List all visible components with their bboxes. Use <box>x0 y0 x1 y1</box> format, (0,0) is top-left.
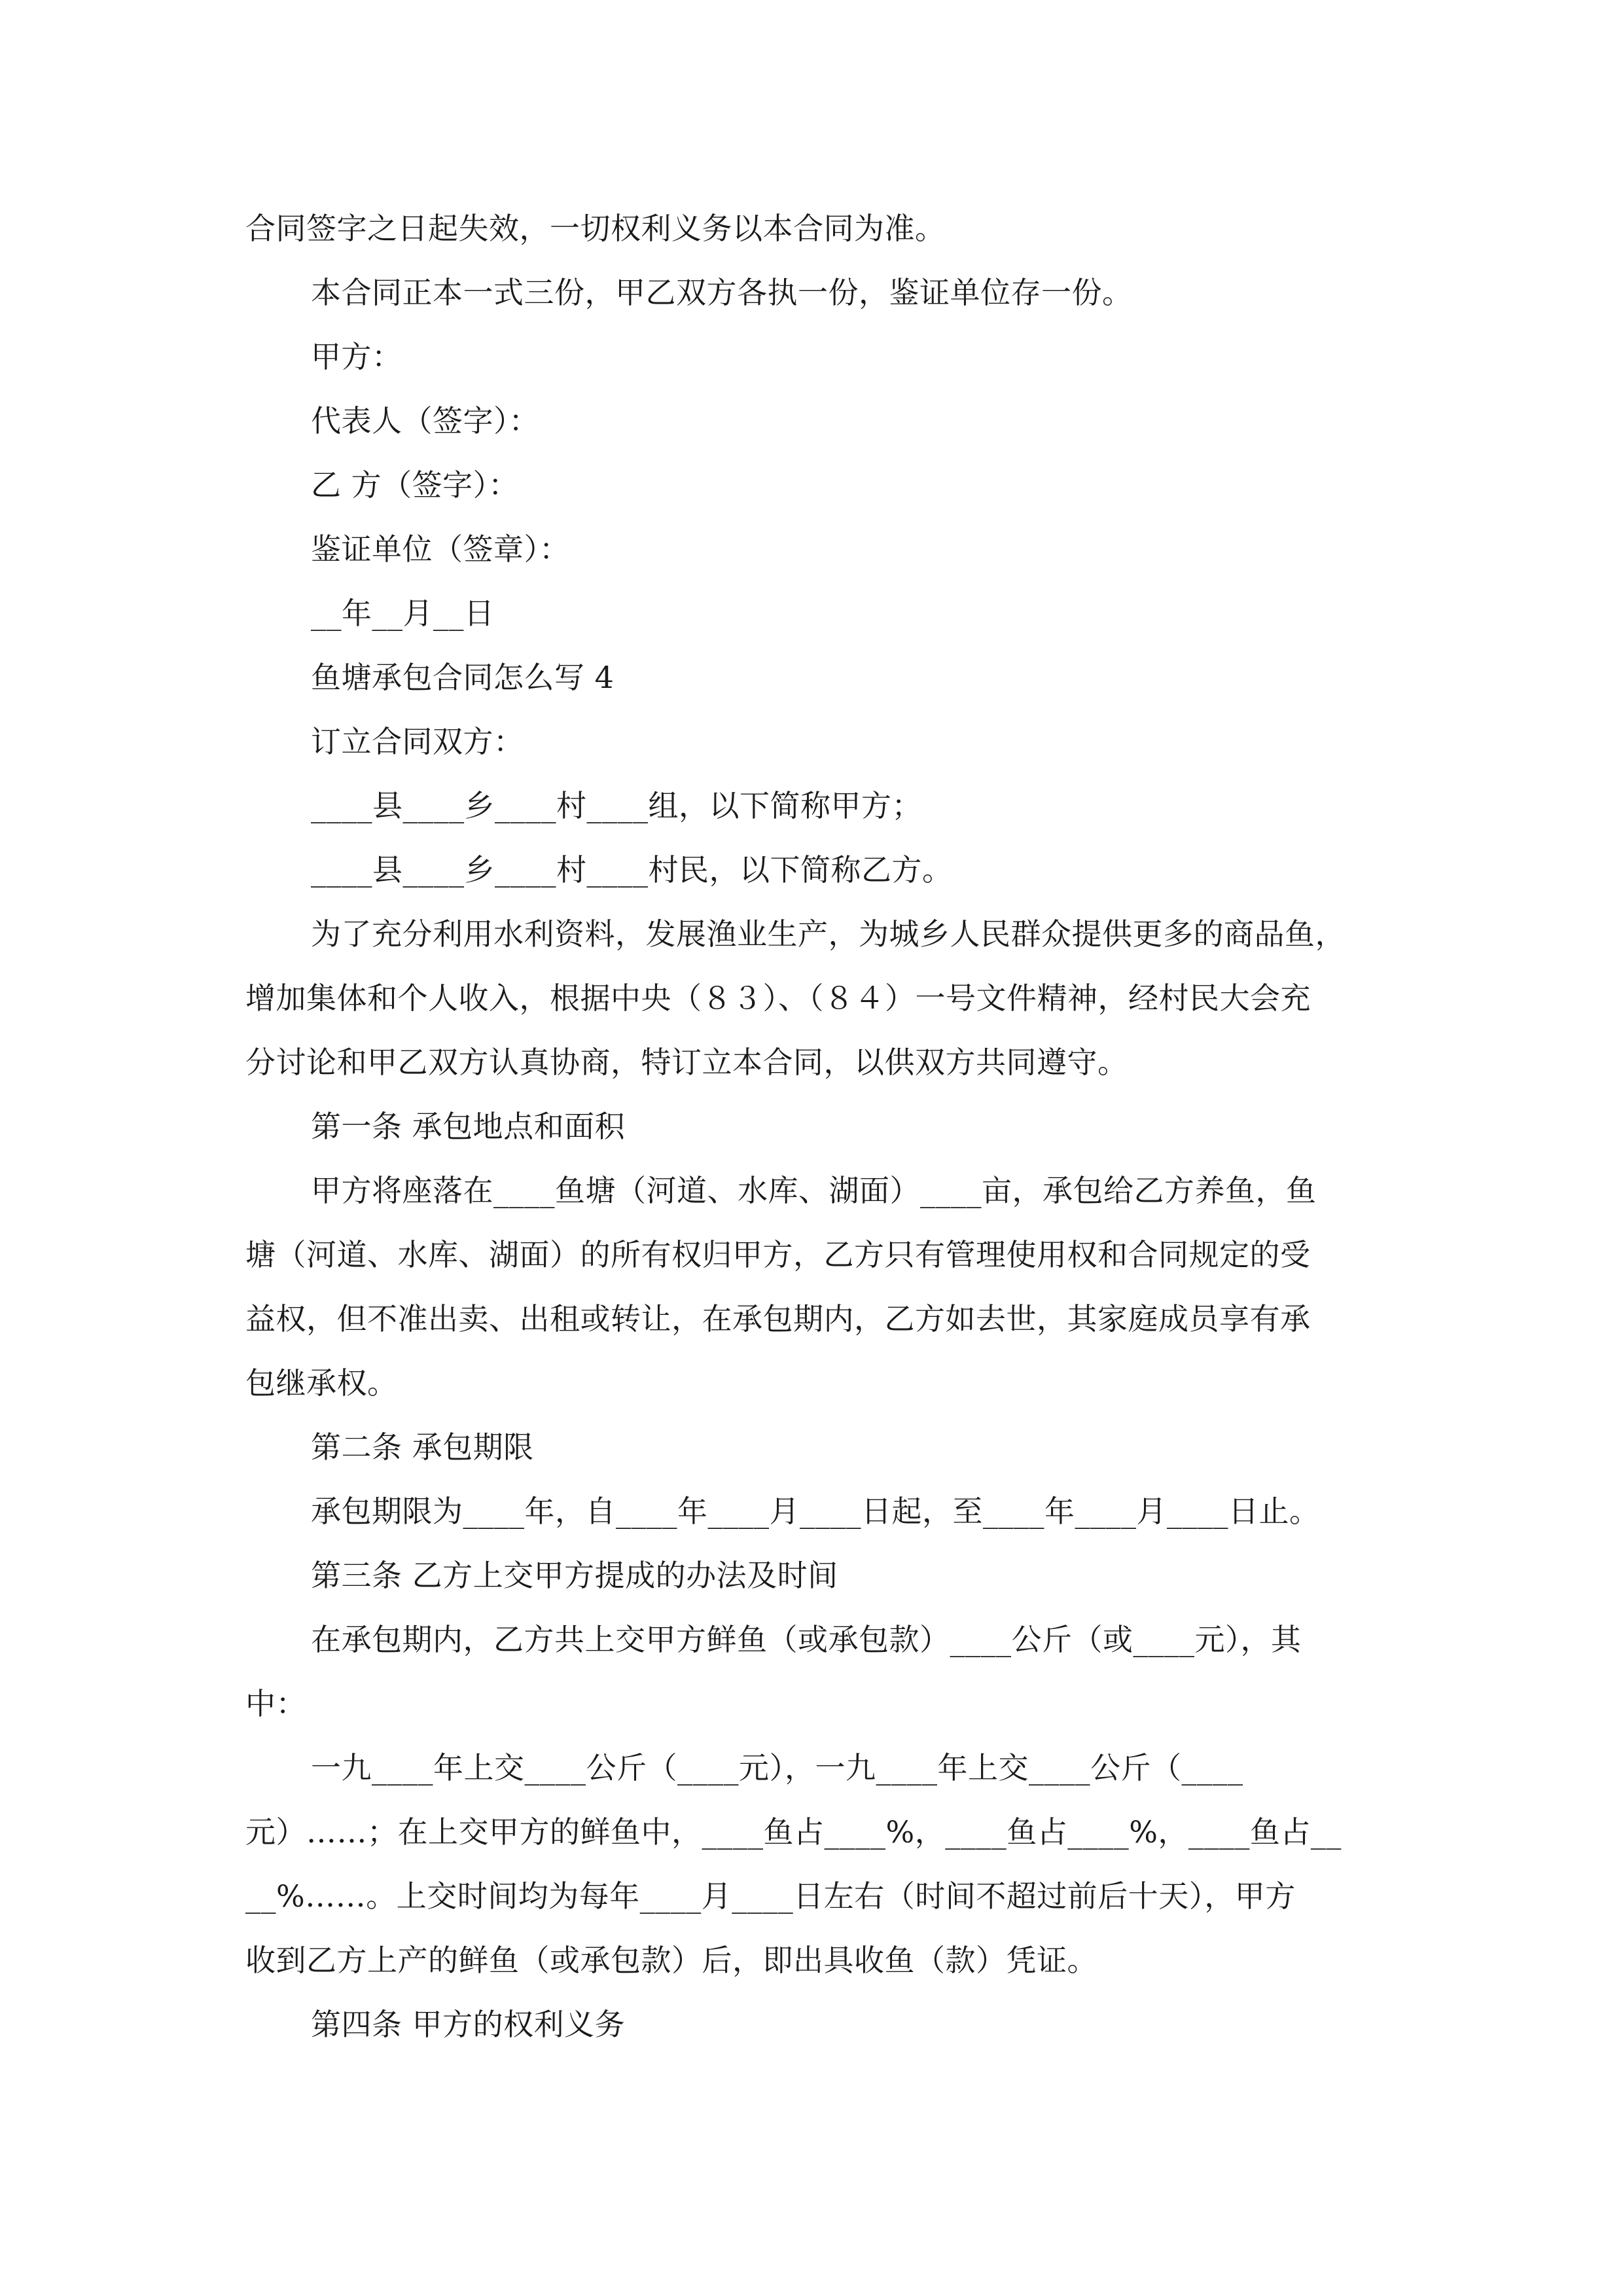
article-heading: 第四条 甲方的权利义务 <box>311 2007 626 2042</box>
article-heading: 第一条 承包地点和面积 <box>311 1109 626 1144</box>
paragraph-line: ____县____乡____村____村民，以下简称乙方。 <box>311 852 953 888</box>
paragraph-line: 在承包期内，乙方共上交甲方鲜鱼（或承包款）____公斤（或____元），其 <box>311 1622 1302 1657</box>
party-a-label: 甲方： <box>311 339 402 374</box>
paragraph-line: 元）……；在上交甲方的鲜鱼中，____鱼占____%，____鱼占____%，____鱼占__ <box>245 1814 1342 1850</box>
verification-unit-label: 鉴证单位（签章）： <box>311 531 570 567</box>
paragraph-line: 益权，但不准出卖、出租或转让，在承包期内，乙方如去世，其家庭成员享有承 <box>245 1301 1311 1336</box>
party-b-signature-label: 乙 方（签字）： <box>311 467 519 503</box>
paragraph-line: 塘（河道、水库、湖面）的所有权归甲方，乙方只有管理使用权和合同规定的受 <box>245 1237 1311 1272</box>
paragraph-line: 订立合同双方： <box>311 724 524 759</box>
paragraph-line: __%……。上交时间均为每年____月____日左右（时间不超过前后十天），甲方 <box>245 1878 1296 1914</box>
representative-signature-label: 代表人（签字）： <box>311 403 539 439</box>
paragraph-line: 甲方将座落在____鱼塘（河道、水库、湖面）____亩，承包给乙方养鱼，鱼 <box>311 1173 1317 1208</box>
paragraph-line: 增加集体和个人收入，根据中央（８３）、（８４）一号文件精神，经村民大会充 <box>245 980 1311 1016</box>
paragraph-line: ____县____乡____村____组，以下简称甲方； <box>311 788 922 823</box>
paragraph-line: 承包期限为____年，自____年____月____日起，至____年____月____日止。 <box>311 1494 1320 1529</box>
paragraph-line: 收到乙方上产的鲜鱼（或承包款）后，即出具收鱼（款）凭证。 <box>245 1943 1097 1978</box>
paragraph-line: 包继承权。 <box>245 1365 398 1401</box>
paragraph-line: 中： <box>245 1686 306 1721</box>
document-body <box>245 196 1397 2056</box>
section-heading: 鱼塘承包合同怎么写 4 <box>311 660 615 695</box>
article-heading: 第二条 承包期限 <box>311 1429 534 1465</box>
paragraph-line: 为了充分利用水利资料，发展渔业生产，为城乡人民群众提供更多的商品鱼， <box>311 916 1346 952</box>
paragraph-line: 本合同正本一式三份，甲乙双方各执一份，鉴证单位存一份。 <box>311 275 1133 310</box>
article-heading: 第三条 乙方上交甲方提成的办法及时间 <box>311 1558 838 1593</box>
paragraph-line: 分讨论和甲乙双方认真协商，特订立本合同，以供双方共同遵守。 <box>245 1045 1128 1080</box>
date-line: __年__月__日 <box>311 596 495 631</box>
paragraph-line: 一九____年上交____公斤（____元），一九____年上交____公斤（____ <box>311 1750 1243 1785</box>
paragraph-line: 合同签字之日起失效，一切权利义务以本合同为准。 <box>245 211 946 246</box>
